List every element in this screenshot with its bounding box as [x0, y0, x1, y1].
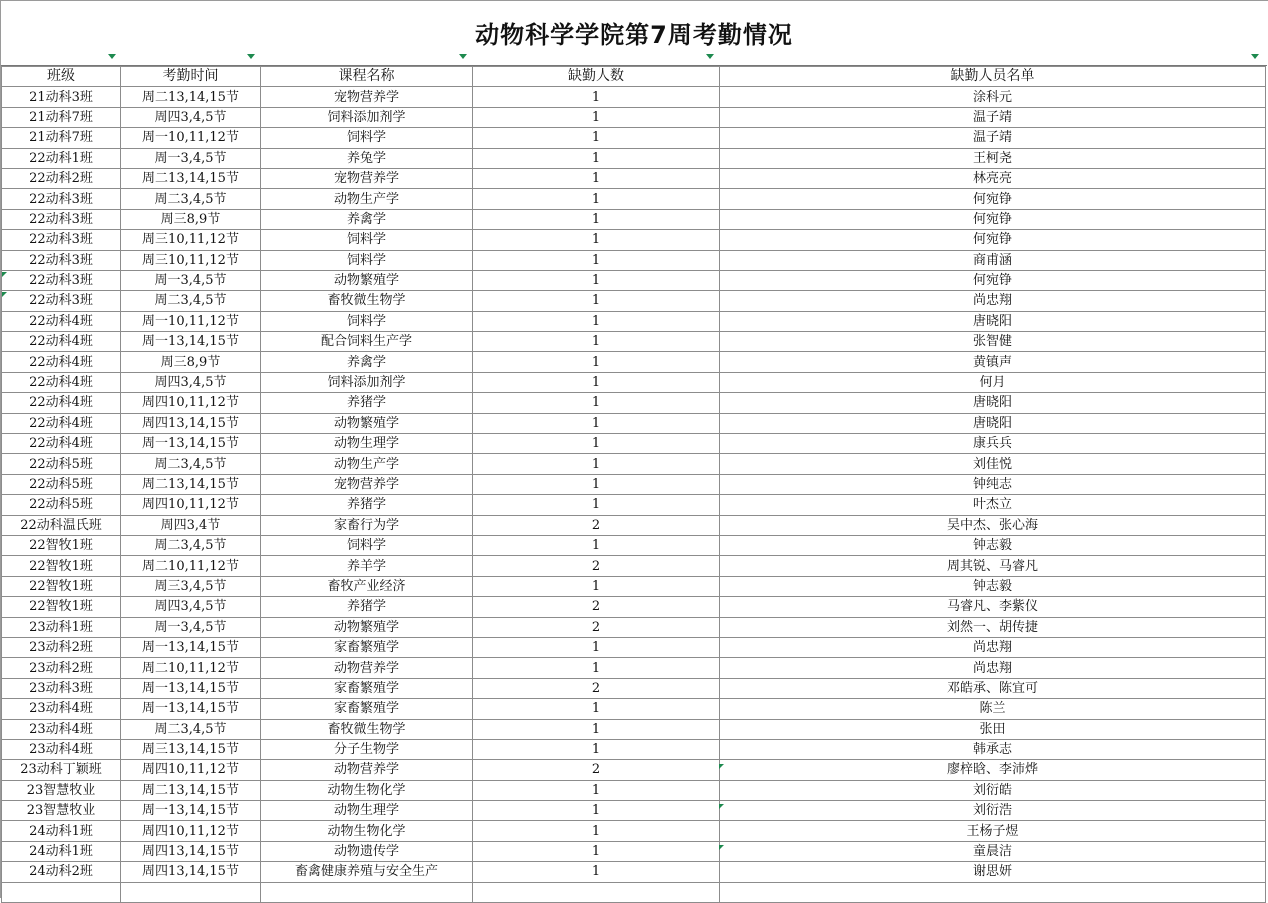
cell-course[interactable]: 养禽学 — [261, 352, 473, 372]
cell-absent-count[interactable]: 1 — [473, 230, 720, 250]
table-row — [2, 862, 1266, 882]
table-row — [2, 454, 1266, 474]
cell-time[interactable]: 周二13,14,15节 — [121, 168, 261, 188]
cell-course[interactable]: 畜禽健康养殖与安全生产 — [261, 862, 473, 882]
column-header-absent-count[interactable]: 缺勤人数 — [473, 67, 720, 87]
cell-course[interactable]: 宠物营养学 — [261, 474, 473, 494]
cell-time[interactable]: 周四13,14,15节 — [121, 413, 261, 433]
cell-absent-names[interactable]: 涂科元 — [720, 87, 1266, 107]
cell-absent-names[interactable]: 何宛铮 — [720, 230, 1266, 250]
cell-absent-count[interactable]: 1 — [473, 739, 720, 759]
cell-class[interactable]: 22智牧1班 — [2, 556, 121, 576]
cell-absent-names[interactable]: 黄镇声 — [720, 352, 1266, 372]
table-row — [2, 311, 1266, 331]
cell-absent-names[interactable]: 唐晓阳 — [720, 413, 1266, 433]
cell-course[interactable]: 动物营养学 — [261, 760, 473, 780]
cell-absent-count[interactable]: 1 — [473, 658, 720, 678]
empty-cell[interactable] — [2, 882, 121, 902]
table-row — [2, 250, 1266, 270]
cell-course[interactable]: 宠物营养学 — [261, 87, 473, 107]
cell-absent-names[interactable]: 何月 — [720, 372, 1266, 392]
cell-time[interactable]: 周一13,14,15节 — [121, 678, 261, 698]
table-row — [2, 209, 1266, 229]
cell-absent-count[interactable]: 1 — [473, 841, 720, 861]
cell-class[interactable]: 22动科3班 — [2, 189, 121, 209]
cell-class[interactable]: 22动科4班 — [2, 311, 121, 331]
cell-class[interactable]: 22动科4班 — [2, 332, 121, 352]
cell-course[interactable]: 饲料学 — [261, 311, 473, 331]
cell-time[interactable]: 周一10,11,12节 — [121, 128, 261, 148]
cell-time[interactable]: 周二10,11,12节 — [121, 658, 261, 678]
cell-course[interactable]: 饲料学 — [261, 128, 473, 148]
cell-absent-count[interactable]: 1 — [473, 291, 720, 311]
cell-absent-count[interactable]: 1 — [473, 821, 720, 841]
cell-course[interactable]: 畜牧微生物学 — [261, 719, 473, 739]
cell-time[interactable]: 周一13,14,15节 — [121, 434, 261, 454]
cell-class[interactable]: 24动科1班 — [2, 821, 121, 841]
table-row — [2, 699, 1266, 719]
cell-absent-names[interactable]: 童晨洁 — [720, 841, 1266, 861]
cell-course[interactable]: 动物生理学 — [261, 434, 473, 454]
cell-time[interactable]: 周二10,11,12节 — [121, 556, 261, 576]
cell-course[interactable]: 家畜行为学 — [261, 515, 473, 535]
cell-time[interactable]: 周四3,4节 — [121, 515, 261, 535]
cell-absent-names[interactable]: 陈兰 — [720, 699, 1266, 719]
cell-absent-names[interactable]: 谢思妍 — [720, 862, 1266, 882]
cell-class[interactable]: 23动科4班 — [2, 739, 121, 759]
cell-absent-count[interactable]: 1 — [473, 393, 720, 413]
table-row — [2, 637, 1266, 657]
cell-time[interactable]: 周二13,14,15节 — [121, 780, 261, 800]
cell-course[interactable]: 动物遗传学 — [261, 841, 473, 861]
cell-course[interactable]: 养猪学 — [261, 495, 473, 515]
cell-absent-names[interactable]: 钟纯志 — [720, 474, 1266, 494]
cell-course[interactable]: 动物繁殖学 — [261, 617, 473, 637]
cell-course[interactable]: 动物繁殖学 — [261, 413, 473, 433]
cell-class[interactable]: 22动科4班 — [2, 434, 121, 454]
cell-absent-names[interactable]: 刘佳悦 — [720, 454, 1266, 474]
cell-class[interactable]: 22动科1班 — [2, 148, 121, 168]
cell-absent-count[interactable]: 1 — [473, 434, 720, 454]
cell-class[interactable]: 23动科1班 — [2, 617, 121, 637]
cell-absent-count[interactable]: 1 — [473, 168, 720, 188]
empty-cell[interactable] — [121, 882, 261, 902]
table-row — [2, 87, 1266, 107]
cell-time[interactable]: 周四10,11,12节 — [121, 821, 261, 841]
table-row — [2, 495, 1266, 515]
cell-time[interactable]: 周二3,4,5节 — [121, 291, 261, 311]
cell-class[interactable]: 21动科7班 — [2, 107, 121, 127]
cell-absent-count[interactable]: 1 — [473, 332, 720, 352]
cell-class[interactable]: 22智牧1班 — [2, 576, 121, 596]
cell-course[interactable]: 畜牧产业经济 — [261, 576, 473, 596]
cell-absent-count[interactable]: 1 — [473, 862, 720, 882]
cell-class[interactable]: 23智慧牧业 — [2, 801, 121, 821]
cell-absent-names[interactable]: 尚忠翔 — [720, 658, 1266, 678]
table-body — [2, 87, 1266, 903]
cell-absent-count[interactable]: 1 — [473, 270, 720, 290]
cell-course[interactable]: 家畜繁殖学 — [261, 678, 473, 698]
cell-absent-count[interactable]: 1 — [473, 474, 720, 494]
empty-cell[interactable] — [473, 882, 720, 902]
cell-course[interactable]: 畜牧微生物学 — [261, 291, 473, 311]
cell-time[interactable]: 周四13,14,15节 — [121, 862, 261, 882]
cell-absent-count[interactable]: 1 — [473, 637, 720, 657]
cell-absent-count[interactable]: 1 — [473, 250, 720, 270]
cell-absent-names[interactable]: 尚忠翔 — [720, 637, 1266, 657]
table-row — [2, 535, 1266, 555]
cell-absent-count[interactable]: 1 — [473, 372, 720, 392]
cell-absent-names[interactable]: 吴中杰、张心海 — [720, 515, 1266, 535]
table-row — [2, 760, 1266, 780]
title-band — [1, 1, 1267, 66]
cell-absent-names[interactable]: 唐晓阳 — [720, 311, 1266, 331]
table-row — [2, 617, 1266, 637]
cell-absent-count[interactable]: 1 — [473, 699, 720, 719]
cell-absent-count[interactable]: 1 — [473, 780, 720, 800]
cell-time[interactable]: 周四10,11,12节 — [121, 760, 261, 780]
table-row — [2, 576, 1266, 596]
cell-absent-names[interactable]: 何宛铮 — [720, 209, 1266, 229]
cell-class[interactable]: 22动科3班 — [2, 209, 121, 229]
cell-absent-names[interactable]: 刘衍浩 — [720, 801, 1266, 821]
cell-absent-count[interactable]: 2 — [473, 515, 720, 535]
cell-absent-count[interactable]: 1 — [473, 87, 720, 107]
cell-class[interactable]: 24动科2班 — [2, 862, 121, 882]
cell-class[interactable]: 22动科5班 — [2, 454, 121, 474]
empty-cell[interactable] — [261, 882, 473, 902]
table-row — [2, 678, 1266, 698]
cell-class[interactable]: 23动科2班 — [2, 658, 121, 678]
cell-absent-count[interactable]: 1 — [473, 189, 720, 209]
cell-time[interactable]: 周四10,11,12节 — [121, 393, 261, 413]
cell-absent-count[interactable]: 1 — [473, 454, 720, 474]
cell-class[interactable]: 22动科5班 — [2, 474, 121, 494]
table-row — [2, 332, 1266, 352]
table-row — [2, 413, 1266, 433]
sheet-title: 动物科学学院第7周考勤情况 — [475, 21, 793, 49]
cell-absent-names[interactable]: 康兵兵 — [720, 434, 1266, 454]
cell-time[interactable]: 周四13,14,15节 — [121, 841, 261, 861]
column-header-time[interactable]: 考勤时间 — [121, 67, 261, 87]
cell-absent-count[interactable]: 1 — [473, 107, 720, 127]
cell-class[interactable]: 22动科3班 — [2, 270, 121, 290]
cell-class[interactable]: 23动科4班 — [2, 699, 121, 719]
cell-absent-names[interactable]: 周其锐、马睿凡 — [720, 556, 1266, 576]
cell-comment-marker-icon — [2, 292, 7, 297]
cell-course[interactable]: 养兔学 — [261, 148, 473, 168]
cell-course[interactable]: 家畜繁殖学 — [261, 699, 473, 719]
filter-dropdown-icon[interactable] — [706, 54, 714, 59]
header-row — [2, 67, 1266, 87]
cell-comment-marker-icon — [2, 272, 7, 277]
cell-class[interactable]: 23动科2班 — [2, 637, 121, 657]
table-row — [2, 352, 1266, 372]
table-row — [2, 128, 1266, 148]
cell-time[interactable]: 周一13,14,15节 — [121, 637, 261, 657]
cell-class[interactable]: 22动科4班 — [2, 413, 121, 433]
cell-time[interactable]: 周二3,4,5节 — [121, 189, 261, 209]
cell-time[interactable]: 周二13,14,15节 — [121, 87, 261, 107]
cell-course[interactable]: 动物营养学 — [261, 658, 473, 678]
cell-course[interactable]: 饲料添加剂学 — [261, 372, 473, 392]
cell-time[interactable]: 周三10,11,12节 — [121, 250, 261, 270]
table-row — [2, 148, 1266, 168]
table-row-empty — [2, 882, 1266, 902]
cell-time[interactable]: 周一13,14,15节 — [121, 699, 261, 719]
cell-class[interactable]: 22智牧1班 — [2, 597, 121, 617]
cell-time[interactable]: 周二3,4,5节 — [121, 535, 261, 555]
cell-time[interactable]: 周三8,9节 — [121, 352, 261, 372]
cell-course[interactable]: 动物繁殖学 — [261, 270, 473, 290]
cell-course[interactable]: 分子生物学 — [261, 739, 473, 759]
cell-class[interactable]: 22动科3班 — [2, 230, 121, 250]
cell-absent-count[interactable]: 1 — [473, 413, 720, 433]
cell-class[interactable]: 23动科4班 — [2, 719, 121, 739]
cell-absent-names[interactable]: 韩承志 — [720, 739, 1266, 759]
cell-absent-names[interactable]: 邓皓承、陈宜可 — [720, 678, 1266, 698]
cell-absent-count[interactable]: 1 — [473, 495, 720, 515]
cell-absent-names[interactable]: 王柯尧 — [720, 148, 1266, 168]
cell-class[interactable]: 22动科5班 — [2, 495, 121, 515]
cell-absent-count[interactable]: 2 — [473, 556, 720, 576]
cell-course[interactable]: 养禽学 — [261, 209, 473, 229]
cell-time[interactable]: 周一3,4,5节 — [121, 270, 261, 290]
cell-time[interactable]: 周二3,4,5节 — [121, 454, 261, 474]
column-header-class[interactable]: 班级 — [2, 67, 121, 87]
cell-course[interactable]: 饲料学 — [261, 250, 473, 270]
cell-absent-count[interactable]: 1 — [473, 352, 720, 372]
cell-time[interactable]: 周三10,11,12节 — [121, 230, 261, 250]
cell-course[interactable]: 饲料添加剂学 — [261, 107, 473, 127]
cell-absent-names[interactable]: 温子靖 — [720, 128, 1266, 148]
table-row — [2, 189, 1266, 209]
cell-class[interactable]: 22动科4班 — [2, 372, 121, 392]
cell-absent-count[interactable]: 2 — [473, 760, 720, 780]
cell-absent-names[interactable]: 何宛铮 — [720, 189, 1266, 209]
cell-absent-count[interactable]: 1 — [473, 535, 720, 555]
cell-class[interactable]: 21动科7班 — [2, 128, 121, 148]
cell-absent-count[interactable]: 1 — [473, 576, 720, 596]
table-row — [2, 658, 1266, 678]
column-header-course[interactable]: 课程名称 — [261, 67, 473, 87]
cell-class[interactable]: 21动科3班 — [2, 87, 121, 107]
cell-absent-names[interactable]: 马睿凡、李紫仪 — [720, 597, 1266, 617]
cell-absent-names[interactable]: 商甫涵 — [720, 250, 1266, 270]
cell-absent-names[interactable]: 唐晓阳 — [720, 393, 1266, 413]
filter-dropdown-icon[interactable] — [459, 54, 467, 59]
cell-time[interactable]: 周一10,11,12节 — [121, 311, 261, 331]
table-row — [2, 291, 1266, 311]
cell-absent-names[interactable]: 钟志毅 — [720, 535, 1266, 555]
cell-time[interactable]: 周三13,14,15节 — [121, 739, 261, 759]
cell-class[interactable]: 22动科温氏班 — [2, 515, 121, 535]
cell-class[interactable]: 23动科丁颖班 — [2, 760, 121, 780]
cell-time[interactable]: 周二13,14,15节 — [121, 474, 261, 494]
table-row — [2, 780, 1266, 800]
table-row — [2, 168, 1266, 188]
cell-absent-count[interactable]: 1 — [473, 128, 720, 148]
table-row — [2, 739, 1266, 759]
cell-class[interactable]: 22动科2班 — [2, 168, 121, 188]
table-row — [2, 801, 1266, 821]
cell-time[interactable]: 周三8,9节 — [121, 209, 261, 229]
cell-absent-names[interactable]: 温子靖 — [720, 107, 1266, 127]
cell-absent-names[interactable]: 林亮亮 — [720, 168, 1266, 188]
cell-absent-count[interactable]: 2 — [473, 597, 720, 617]
cell-course[interactable]: 饲料学 — [261, 230, 473, 250]
cell-absent-names[interactable]: 王杨子煜 — [720, 821, 1266, 841]
cell-absent-count[interactable]: 1 — [473, 311, 720, 331]
cell-comment-marker-icon — [719, 764, 724, 769]
filter-dropdown-icon[interactable] — [247, 54, 255, 59]
cell-time[interactable]: 周二3,4,5节 — [121, 719, 261, 739]
attendance-table — [1, 66, 1266, 903]
cell-class[interactable]: 22智牧1班 — [2, 535, 121, 555]
cell-absent-count[interactable]: 1 — [473, 719, 720, 739]
cell-class[interactable]: 22动科4班 — [2, 393, 121, 413]
cell-course[interactable]: 动物生物化学 — [261, 780, 473, 800]
cell-absent-count[interactable]: 2 — [473, 678, 720, 698]
empty-cell[interactable] — [720, 882, 1266, 902]
cell-absent-names[interactable]: 何宛铮 — [720, 270, 1266, 290]
cell-course[interactable]: 养猪学 — [261, 597, 473, 617]
filter-dropdown-icon[interactable] — [1251, 54, 1259, 59]
cell-absent-names[interactable]: 廖梓晗、李沛烨 — [720, 760, 1266, 780]
cell-absent-count[interactable]: 1 — [473, 209, 720, 229]
cell-class[interactable]: 22动科4班 — [2, 352, 121, 372]
cell-time[interactable]: 周一13,14,15节 — [121, 332, 261, 352]
cell-time[interactable]: 周四10,11,12节 — [121, 495, 261, 515]
cell-class[interactable]: 22动科3班 — [2, 250, 121, 270]
cell-absent-names[interactable]: 张田 — [720, 719, 1266, 739]
cell-absent-names[interactable]: 叶杰立 — [720, 495, 1266, 515]
cell-course[interactable]: 动物生产学 — [261, 454, 473, 474]
table-row — [2, 434, 1266, 454]
cell-time[interactable]: 周四3,4,5节 — [121, 597, 261, 617]
cell-course[interactable]: 家畜繁殖学 — [261, 637, 473, 657]
cell-absent-names[interactable]: 尚忠翔 — [720, 291, 1266, 311]
cell-comment-marker-icon — [719, 845, 724, 850]
table-row — [2, 556, 1266, 576]
cell-absent-count[interactable]: 1 — [473, 801, 720, 821]
cell-class[interactable]: 23动科3班 — [2, 678, 121, 698]
cell-time[interactable]: 周四3,4,5节 — [121, 372, 261, 392]
cell-class[interactable]: 24动科1班 — [2, 841, 121, 861]
cell-time[interactable]: 周一13,14,15节 — [121, 801, 261, 821]
table-row — [2, 597, 1266, 617]
table-row — [2, 821, 1266, 841]
cell-course[interactable]: 动物生产学 — [261, 189, 473, 209]
cell-course[interactable]: 动物生物化学 — [261, 821, 473, 841]
cell-absent-names[interactable]: 钟志毅 — [720, 576, 1266, 596]
cell-class[interactable]: 22动科3班 — [2, 291, 121, 311]
cell-time[interactable]: 周四3,4,5节 — [121, 107, 261, 127]
table-row — [2, 474, 1266, 494]
table-row — [2, 719, 1266, 739]
table-row — [2, 230, 1266, 250]
cell-time[interactable]: 周三3,4,5节 — [121, 576, 261, 596]
cell-absent-count[interactable]: 2 — [473, 617, 720, 637]
cell-course[interactable]: 养羊学 — [261, 556, 473, 576]
cell-class[interactable]: 23智慧牧业 — [2, 780, 121, 800]
cell-absent-names[interactable]: 刘然一、胡传捷 — [720, 617, 1266, 637]
table-row — [2, 372, 1266, 392]
table-row — [2, 841, 1266, 861]
cell-course[interactable]: 宠物营养学 — [261, 168, 473, 188]
cell-time[interactable]: 周一3,4,5节 — [121, 148, 261, 168]
table-row — [2, 393, 1266, 413]
cell-comment-marker-icon — [719, 804, 724, 809]
cell-course[interactable]: 配合饲料生产学 — [261, 332, 473, 352]
table-row — [2, 107, 1266, 127]
cell-course[interactable]: 动物生理学 — [261, 801, 473, 821]
table-row — [2, 515, 1266, 535]
cell-absent-names[interactable]: 刘衍皓 — [720, 780, 1266, 800]
cell-course[interactable]: 饲料学 — [261, 535, 473, 555]
cell-time[interactable]: 周一3,4,5节 — [121, 617, 261, 637]
cell-course[interactable]: 养猪学 — [261, 393, 473, 413]
column-header-absent-names[interactable]: 缺勤人员名单 — [720, 67, 1266, 87]
cell-absent-count[interactable]: 1 — [473, 148, 720, 168]
table-row — [2, 270, 1266, 290]
filter-dropdown-icon[interactable] — [108, 54, 116, 59]
cell-absent-names[interactable]: 张智健 — [720, 332, 1266, 352]
